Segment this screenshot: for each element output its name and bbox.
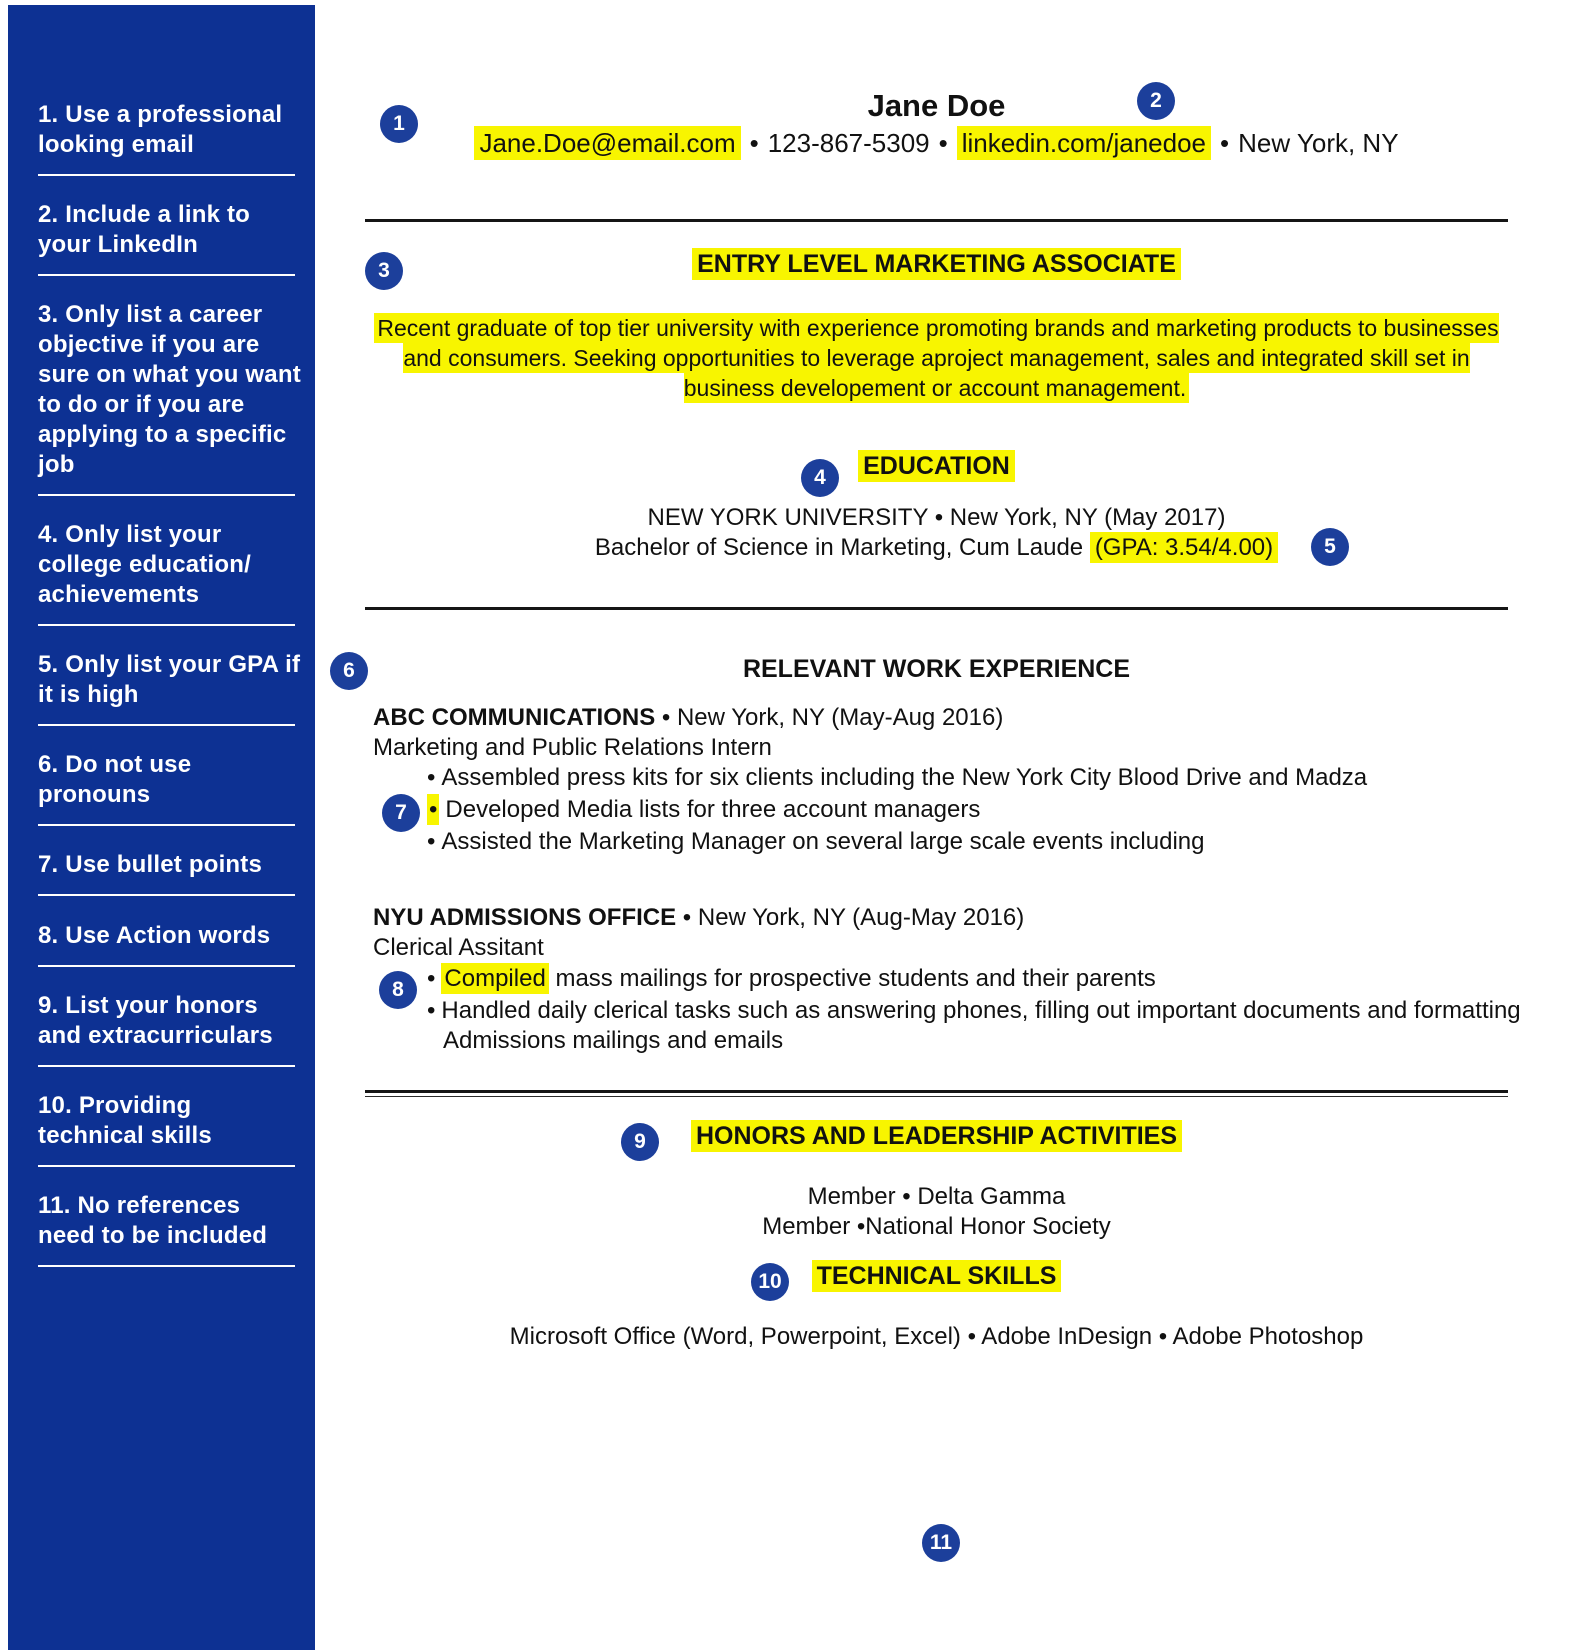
nyu-bullet-1-text: mass mailings for prospective students and their parents <box>548 965 1156 992</box>
annotation-badge-5: 5 <box>1311 528 1349 566</box>
resume-name: Jane Doe <box>867 88 1006 123</box>
sidebar-divider <box>38 494 295 496</box>
honors-heading: HONORS AND LEADERSHIP ACTIVITIES <box>691 1120 1182 1152</box>
annotation-badge-2: 2 <box>1137 82 1175 120</box>
contact-separator: • <box>938 128 948 158</box>
resume-document <box>365 0 1521 1650</box>
honors-line-1: Member • Delta Gamma <box>807 1183 1066 1210</box>
education-school-line: NEW YORK UNIVERSITY • New York, NY (May 2017) <box>647 504 1226 531</box>
annotation-badge-10: 10 <box>751 1263 789 1301</box>
honors-heading-row <box>365 1122 1508 1151</box>
degree-text: Bachelor of Science in Marketing, Cum Laude <box>594 534 1090 561</box>
annotation-badge-1: 1 <box>380 105 418 143</box>
sidebar-tip-9: 9. List your honors and extracurriculars <box>38 992 273 1049</box>
section-divider-3 <box>365 1090 1508 1097</box>
sidebar-divider <box>38 824 295 826</box>
objective-paragraph-text: Recent graduate of top tier university with experience promoting brands and marketing products to businesses and consumers. Seeking opportunities to leverage aproject management, sales and integrated skill set in business developement or account management. <box>374 313 1498 403</box>
annotation-badge-6: 6 <box>330 652 368 690</box>
objective-paragraph <box>365 313 1508 403</box>
sidebar-divider <box>38 174 295 176</box>
contact-line <box>365 128 1508 159</box>
sidebar-tip-5: 5. Only list your GPA if it is high <box>38 651 301 708</box>
contact-separator: • <box>1220 128 1230 158</box>
abc-company-name: ABC COMMUNICATIONS <box>373 704 656 731</box>
nyu-job-title: Clerical Assitant <box>373 934 544 961</box>
nyu-company-name: NYU ADMISSIONS OFFICE <box>373 904 677 931</box>
annotation-badge-4: 4 <box>801 459 839 497</box>
email-text: Jane.Doe@email.com <box>474 126 740 160</box>
education-heading: EDUCATION <box>858 450 1015 482</box>
education-heading-row <box>365 452 1508 481</box>
abc-bullet-3 <box>365 827 1575 857</box>
skills-heading-row <box>365 1262 1508 1291</box>
sidebar-divider <box>38 965 295 967</box>
sidebar-tip-3: 3. Only list a career objective if you are sure on what you want to do or if you are applying to a specific job <box>38 301 301 478</box>
abc-bullet-3-text: Assisted the Marketing Manager on several large scale events including <box>441 828 1205 855</box>
section-divider-2 <box>365 607 1508 610</box>
compiled-highlight: Compiled <box>441 963 548 994</box>
nyu-company-line <box>365 903 1516 933</box>
sidebar-divider <box>38 1265 295 1267</box>
bullet-icon: • <box>427 828 436 855</box>
sidebar-tip-2: 2. Include a link to your LinkedIn <box>38 201 251 258</box>
honors-line-2: Member •National Honor Society <box>762 1213 1111 1240</box>
section-divider-1 <box>365 219 1508 222</box>
annotation-badge-7: 7 <box>382 794 420 832</box>
annotation-badge-8: 8 <box>379 971 417 1009</box>
location-text: New York, NY <box>1238 128 1399 158</box>
abc-bullet-1 <box>365 763 1575 793</box>
nyu-bullet-1 <box>365 964 1575 994</box>
bullet-icon-highlighted: • <box>429 796 438 823</box>
sidebar-divider <box>38 894 295 896</box>
sidebar-tip-6: 6. Do not use pronouns <box>38 751 192 808</box>
tips-sidebar <box>8 5 315 1650</box>
sidebar-divider <box>38 1165 295 1167</box>
work-heading: RELEVANT WORK EXPERIENCE <box>742 655 1131 683</box>
annotation-badge-3: 3 <box>365 252 403 290</box>
sidebar-divider <box>38 274 295 276</box>
sidebar-tip-4: 4. Only list your college education/ achievements <box>38 521 251 608</box>
sidebar-tip-1: 1. Use a professional looking email <box>38 101 283 158</box>
annotation-badge-11: 11 <box>922 1524 960 1562</box>
abc-bullet-2-text: Developed Media lists for three account managers <box>445 796 981 823</box>
sidebar-divider <box>38 724 295 726</box>
phone-text: 123-867-5309 <box>767 128 930 158</box>
sidebar-tip-11: 11. No references need to be included <box>38 1192 268 1249</box>
bullet-icon: • <box>427 764 436 791</box>
abc-job-title: Marketing and Public Relations Intern <box>373 734 772 761</box>
sidebar-divider <box>38 624 295 626</box>
abc-company-line <box>365 703 1516 733</box>
abc-company-meta: • New York, NY (May-Aug 2016) <box>655 704 1004 731</box>
abc-bullet-1-text: Assembled press kits for six clients including the New York City Blood Drive and Madza <box>441 764 1368 791</box>
nyu-bullet-2 <box>365 996 1575 1056</box>
objective-heading-row <box>365 250 1508 279</box>
sidebar-tip-7: 7. Use bullet points <box>38 851 263 878</box>
skills-line: Microsoft Office (Word, Powerpoint, Excel) • Adobe InDesign • Adobe Photoshop <box>509 1323 1364 1350</box>
sidebar-tip-10: 10. Providing technical skills <box>38 1092 212 1149</box>
nyu-bullet-2-text: Handled daily clerical tasks such as answering phones, filling out important documents and formatting Admissions mailings and emails <box>441 997 1521 1054</box>
abc-bullet-2 <box>365 795 1575 825</box>
skills-heading: TECHNICAL SKILLS <box>812 1260 1062 1292</box>
sidebar-tip-8: 8. Use Action words <box>38 922 271 949</box>
nyu-company-meta: • New York, NY (Aug-May 2016) <box>676 904 1025 931</box>
objective-heading: ENTRY LEVEL MARKETING ASSOCIATE <box>692 248 1181 280</box>
contact-separator: • <box>749 128 759 158</box>
linkedin-text: linkedin.com/janedoe <box>957 126 1211 160</box>
annotation-badge-9: 9 <box>621 1123 659 1161</box>
sidebar-divider <box>38 1065 295 1067</box>
gpa-highlight: (GPA: 3.54/4.00) <box>1090 532 1278 563</box>
bullet-icon: • <box>427 997 436 1024</box>
bullet-icon: • <box>427 965 436 992</box>
